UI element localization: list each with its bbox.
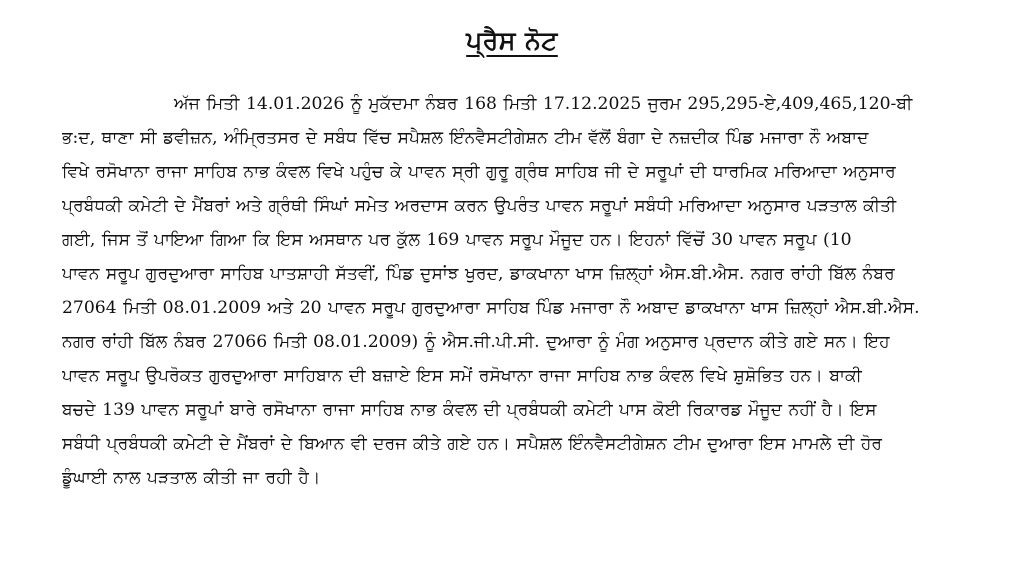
body-line-7: 27064 ਮਿਤੀ 08.01.2009 ਅਤੇ 20 ਪਾਵਨ ਸਰੂਪ ਗੁਰਦੁਆਰਾ ਸਾਹਿਬ ਪਿੰਡ ਮਜਾਰਾ ਨੌ ਅਬਾਦ ਡਾਕਖਾਨਾ ਖਾਸ ਜ਼ਿਲ੍ਹਾਂ ਐਸ.ਬੀ.ਐਸ. — [62, 298, 920, 318]
body-line-2: ਭ:ਦ, ਥਾਣਾ ਸੀ ਡਵੀਜ਼ਨ, ਅੰਮ੍ਰਿਤਸਰ ਦੇ ਸਬੰਧ ਵਿੱਚ ਸਪੈਸ਼ਲ ਇੰਨਵੈਸਟੀਗੇਸ਼ਨ ਟੀਮ ਵੱਲੋਂ ਬੰਗਾ ਦੇ ਨਜ਼ਦੀਕ ਪਿੰਡ ਮਜਾਰਾ ਨੌ ਅਬਾਦ — [62, 128, 869, 148]
body-line-9: ਪਾਵਨ ਸਰੂਪ ਉਪਰੋਕਤ ਗੁਰਦੁਆਰਾ ਸਾਹਿਬਾਨ ਦੀ ਬਜ਼ਾਏ ਇਸ ਸਮੇਂ ਰਸੋਖਾਨਾ ਰਾਜਾ ਸਾਹਿਬ ਨਾਭ ਕੰਵਲ ਵਿਖੇ ਸ਼ੁਸ਼ੋਭਿਤ ਹਨ। ਬਾਕੀ — [62, 366, 862, 386]
body-line-1: ਅੱਜ ਮਿਤੀ 14.01.2026 ਨੂੰ ਮੁਕੱਦਮਾ ਨੰਬਰ 168 ਮਿਤੀ 17.12.2025 ਜੁਰਮ 295,295-ਏ,409,465,120-ਬੀ — [174, 94, 913, 114]
body-line-8: ਨਗਰ ਰਾਂਹੀ ਬਿੱਲ ਨੰਬਰ 27066 ਮਿਤੀ 08.01.2009) ਨੂੰ ਐਸ.ਜੀ.ਪੀ.ਸੀ. ਦੁਆਰਾ ਨੂੰ ਮੰਗ ਅਨੁਸਾਰ ਪ੍ਰਦਾਨ ਕੀਤੇ ਗਏ ਸਨ। ਇਹ — [62, 332, 890, 352]
body-line-4: ਪ੍ਰਬੰਧਕੀ ਕਮੇਟੀ ਦੇ ਮੈਂਬਰਾਂ ਅਤੇ ਗ੍ਰੰਥੀ ਸਿੰਘਾਂ ਸਮੇਤ ਅਰਦਾਸ ਕਰਨ ਉਪਰੰਤ ਪਾਵਨ ਸਰੂਪਾਂ ਸਬੰਧੀ ਮਰਿਆਦਾ ਅਨੁਸਾਰ ਪੜਤਾਲ ਕੀਤੀ — [62, 196, 897, 216]
body-line-3: ਵਿਖੇ ਰਸੋਖਾਨਾ ਰਾਜਾ ਸਾਹਿਬ ਨਾਭ ਕੰਵਲ ਵਿਖੇ ਪਹੁੰਚ ਕੇ ਪਾਵਨ ਸ੍ਰੀ ਗੁਰੂ ਗ੍ਰੰਥ ਸਾਹਿਬ ਜੀ ਦੇ ਸਰੂਪਾਂ ਦੀ ਧਾਰਮਿਕ ਮਰਿਆਦਾ ਅਨੁਸਾਰ — [62, 162, 896, 182]
body-line-12: ਡੂੰਘਾਈ ਨਾਲ ਪੜਤਾਲ ਕੀਤੀ ਜਾ ਰਹੀ ਹੈ। — [62, 468, 321, 488]
body-line-5: ਗਈ, ਜਿਸ ਤੋਂ ਪਾਇਆ ਗਿਆ ਕਿ ਇਸ ਅਸਥਾਨ ਪਰ ਕੁੱਲ 169 ਪਾਵਨ ਸਰੂਪ ਮੌਜੂਦ ਹਨ। ਇਹਨਾਂ ਵਿੱਚੋਂ 30 ਪਾਵਨ ਸਰੂਪ (10 — [62, 230, 852, 250]
page-title: ਪ੍ਰੈਸ ਨੋਟ — [466, 26, 558, 55]
body-line-6: ਪਾਵਨ ਸਰੂਪ ਗੁਰਦੁਆਰਾ ਸਾਹਿਬ ਪਾਤਸ਼ਾਹੀ ਸੱਤਵੀਂ, ਪਿੰਡ ਦੁਸਾਂਝ ਖੁਰਦ, ਡਾਕਖਾਨਾ ਖਾਸ ਜ਼ਿਲ੍ਹਾਂ ਐਸ.ਬੀ.ਐਸ. ਨਗਰ ਰਾਂਹੀ ਬਿੱਲ ਨੰਬਰ — [62, 264, 895, 284]
press-note-body — [62, 87, 997, 495]
body-line-10: ਬਚਦੇ 139 ਪਾਵਨ ਸਰੂਪਾਂ ਬਾਰੇ ਰਸੋਖਾਨਾ ਰਾਜਾ ਸਾਹਿਬ ਨਾਭ ਕੰਵਲ ਦੀ ਪ੍ਰਬੰਧਕੀ ਕਮੇਟੀ ਪਾਸ ਕੋਈ ਰਿਕਾਰਡ ਮੌਜੂਦ ਨਹੀਂ ਹੈ। ਇਸ — [62, 400, 877, 420]
body-line-11: ਸਬੰਧੀ ਪ੍ਰਬੰਧਕੀ ਕਮੇਟੀ ਦੇ ਮੈਂਬਰਾਂ ਦੇ ਬਿਆਨ ਵੀ ਦਰਜ ਕੀਤੇ ਗਏ ਹਨ। ਸਪੈਸ਼ਲ ਇੰਨਵੈਸਟੀਗੇਸ਼ਨ ਟੀਮ ਦੁਆਰਾ ਇਸ ਮਾਮਲੇ ਦੀ ਹੋਰ — [62, 434, 883, 454]
